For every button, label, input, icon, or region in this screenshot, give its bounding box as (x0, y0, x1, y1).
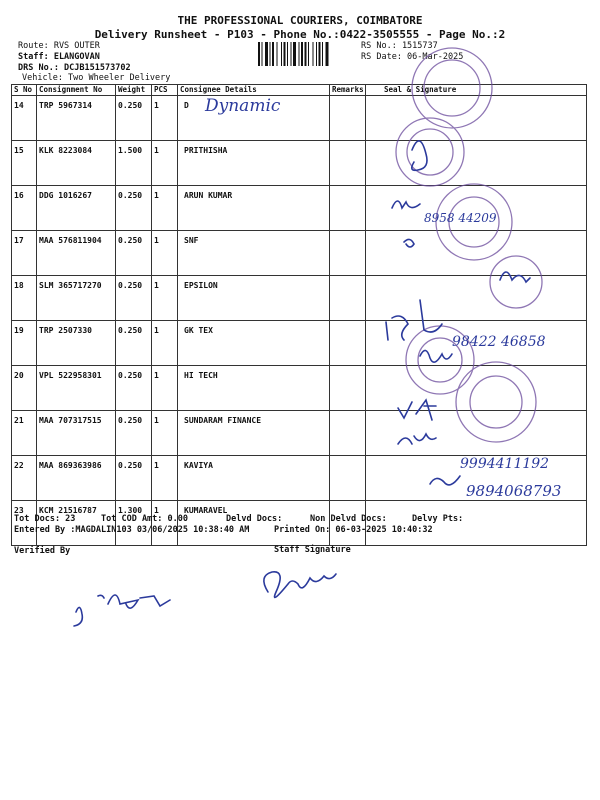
pieces-cell: 1 (152, 96, 178, 141)
weight-cell: 0.250 (116, 231, 152, 276)
consignee-cell: SUNDARAM FINANCE (178, 411, 330, 456)
column-header: Consignee Details (178, 85, 330, 96)
barcode-bar (258, 42, 260, 66)
remarks-cell (330, 456, 366, 501)
barcode (258, 42, 348, 66)
consignee-cell: KAVIYA (178, 456, 330, 501)
column-header: Weight (116, 85, 152, 96)
non-delivered-docs: Non Delvd Docs: (310, 514, 387, 524)
barcode-bar (319, 42, 321, 66)
signature-cell (366, 141, 587, 186)
route-label: Route: RVS OUTER (18, 41, 100, 51)
remarks-cell (330, 411, 366, 456)
consignment-number-cell: DDG 1016267 (37, 186, 116, 231)
weight-cell: 0.250 (116, 411, 152, 456)
pieces-cell: 1 (152, 411, 178, 456)
barcode-bar (287, 42, 288, 66)
remarks-cell (330, 186, 366, 231)
remarks-cell (330, 141, 366, 186)
signature-cell (366, 321, 587, 366)
pieces-cell: 1 (152, 456, 178, 501)
serial-number-cell: 17 (12, 231, 37, 276)
signature-cell (366, 186, 587, 231)
consignment-number-cell: KLK 8223084 (37, 141, 116, 186)
barcode-bar (272, 42, 274, 66)
pieces-cell: 1 (152, 501, 178, 546)
handwritten-phone: 9894068793 (466, 482, 562, 500)
pieces-cell: 1 (152, 276, 178, 321)
column-header: S No (12, 85, 37, 96)
pieces-cell: 1 (152, 231, 178, 276)
table-row (12, 231, 587, 276)
signature-cell (366, 96, 587, 141)
total-docs: Tot Docs: 23 (14, 514, 76, 524)
signature-cell (366, 456, 587, 501)
table-row (12, 96, 587, 141)
weight-cell: 0.250 (116, 366, 152, 411)
handwritten-dynamic: Dynamic (205, 96, 281, 116)
barcode-bar (305, 42, 307, 66)
signature-cell (366, 411, 587, 456)
consignee-cell: EPSILON (178, 276, 330, 321)
remarks-cell (330, 276, 366, 321)
serial-number-cell: 20 (12, 366, 37, 411)
barcode-bar (262, 42, 263, 66)
delivered-docs: Delvd Docs: (226, 514, 283, 524)
barcode-bar (326, 42, 329, 66)
handwritten-phone: 9994411192 (460, 456, 550, 472)
barcode-bar (313, 42, 314, 66)
serial-number-cell: 21 (12, 411, 37, 456)
serial-number-cell: 14 (12, 96, 37, 141)
barcode-bar (301, 42, 303, 66)
staff-signature-label: Staff Signature (274, 545, 351, 555)
consignment-number-cell: MAA 869363986 (37, 456, 116, 501)
staff-signature-mark (264, 572, 336, 598)
column-header: Remarks (330, 85, 366, 96)
runsheet-subtitle: Delivery Runsheet - P103 - Phone No.:0422-3505555 - Page No.:2 (94, 28, 506, 41)
barcode-bar (277, 42, 278, 66)
staff-label: Staff: ELANGOVAN (18, 52, 100, 62)
serial-number-cell: 23 (12, 501, 37, 546)
table-row (12, 501, 587, 546)
pieces-cell: 1 (152, 366, 178, 411)
remarks-cell (330, 366, 366, 411)
consignment-number-cell: MAA 707317515 (37, 411, 116, 456)
table-row (12, 456, 587, 501)
entered-by: Entered By :MAGDALIN103 03/06/2025 10:38:40 AM (14, 525, 250, 535)
vehicle-label: Vehicle: Two Wheeler Delivery (22, 73, 171, 83)
table-row (12, 141, 587, 186)
rs-number: RS No.: 1515737 (361, 41, 438, 51)
barcode-bar (284, 42, 286, 66)
consignee-cell: GK TEX (178, 321, 330, 366)
consignment-number-cell: TRP 5967314 (37, 96, 116, 141)
runsheet-table (11, 84, 587, 546)
barcode-bar (265, 42, 268, 66)
table-row (12, 321, 587, 366)
consignee-cell: ARUN KUMAR (178, 186, 330, 231)
verified-by-label: Verified By (14, 546, 71, 556)
consignment-number-cell: MAA 576811904 (37, 231, 116, 276)
serial-number-cell: 16 (12, 186, 37, 231)
table-row (12, 276, 587, 321)
pieces-cell: 1 (152, 321, 178, 366)
pieces-cell: 1 (152, 141, 178, 186)
serial-number-cell: 22 (12, 456, 37, 501)
signature-cell (366, 276, 587, 321)
consignee-cell: SNF (178, 231, 330, 276)
consignment-number-cell: TRP 2507330 (37, 321, 116, 366)
weight-cell: 0.250 (116, 456, 152, 501)
barcode-bar (291, 42, 292, 66)
weight-cell: 0.250 (116, 186, 152, 231)
column-header: Consignment No (37, 85, 116, 96)
table-header-row (12, 85, 587, 96)
company-title: THE PROFESSIONAL COURIERS, COIMBATORE (177, 14, 423, 27)
column-header: Seal & Signature (366, 85, 587, 96)
serial-number-cell: 19 (12, 321, 37, 366)
barcode-bar (322, 42, 323, 66)
consignee-cell: PRITHISHA (178, 141, 330, 186)
consignment-number-cell: KCM 21516787 (37, 501, 116, 546)
remarks-cell (330, 96, 366, 141)
barcode-bar (316, 42, 317, 66)
consignment-number-cell: VPL 522958301 (37, 366, 116, 411)
signature-cell (366, 231, 587, 276)
serial-number-cell: 18 (12, 276, 37, 321)
pieces-cell: 1 (152, 186, 178, 231)
weight-cell: 0.250 (116, 276, 152, 321)
handwritten-phone: 8958 44209 (424, 211, 497, 225)
table-row (12, 366, 587, 411)
barcode-bar (293, 42, 296, 66)
table-row (12, 186, 587, 231)
remarks-cell (330, 321, 366, 366)
column-header: PCS (152, 85, 178, 96)
consignee-cell: HI TECH (178, 366, 330, 411)
barcode-bar (299, 42, 300, 66)
remarks-cell (330, 231, 366, 276)
barcode-bar (308, 42, 309, 66)
handwritten-phone: 98422 46858 (452, 334, 546, 350)
signature-cell (366, 366, 587, 411)
delivery-points: Delvy Pts: (412, 514, 464, 524)
barcode-bar (281, 42, 282, 66)
printed-on: Printed On: 06-03-2025 10:40:32 (274, 525, 433, 535)
consignee-cell: D (178, 96, 330, 141)
weight-cell: 0.250 (116, 96, 152, 141)
weight-cell: 0.250 (116, 321, 152, 366)
total-cod-amount: Tot COD Amt: 0.00 (101, 514, 188, 524)
rs-date: RS Date: 06-Mar-2025 (361, 52, 464, 62)
consignee-cell: KUMARAVEL (178, 501, 330, 546)
consignment-number-cell: SLM 365717270 (37, 276, 116, 321)
verified-signature (74, 595, 170, 626)
drs-number: DRS No.: DCJB151573702 (18, 63, 131, 73)
serial-number-cell: 15 (12, 141, 37, 186)
signature-cell (366, 501, 587, 546)
barcode-bar (270, 42, 271, 66)
table-row (12, 411, 587, 456)
weight-cell: 1.300 (116, 501, 152, 546)
weight-cell: 1.500 (116, 141, 152, 186)
